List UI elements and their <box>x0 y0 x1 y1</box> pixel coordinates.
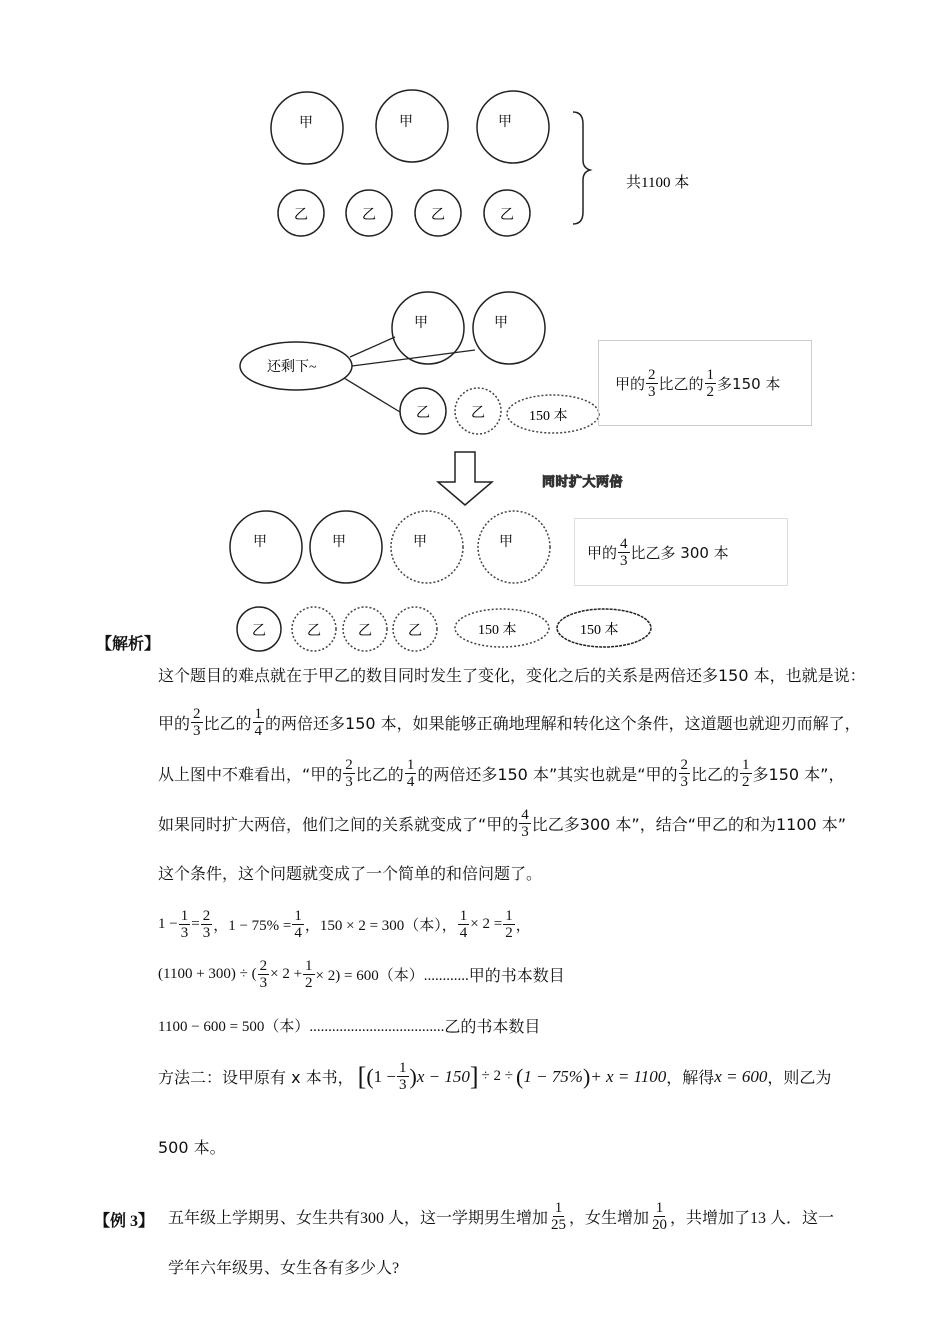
yi-circle <box>484 190 530 236</box>
book150-ellipse <box>455 609 549 647</box>
relation-box-2 <box>574 518 788 586</box>
yi-circle-dotted <box>292 607 336 651</box>
box-suffix: 比乙多 300 本 <box>630 543 729 562</box>
yi-label: 乙 <box>362 208 376 223</box>
yi-label: 乙 <box>408 624 422 639</box>
yi-label: 乙 <box>416 406 430 421</box>
example-3-line-1: 五年级上学期男、女生共有300 人，这一学期男生增加 $\frac{1}{25}$ ，女生增加 $\frac{1}{20}$ ，共增加了13 人．这一 <box>168 1200 835 1233</box>
yi-label: 乙 <box>252 624 266 639</box>
book150-ellipse <box>507 395 599 433</box>
box-suffix: 多150 本 <box>717 374 781 393</box>
jia-circle-dotted <box>391 511 463 583</box>
jia-label: 甲 <box>253 535 267 550</box>
fraction-1-2: $\frac{1}{2}$ <box>706 366 715 400</box>
yi-circle-dotted <box>455 388 501 434</box>
relation-box-1 <box>598 340 812 426</box>
jia-circle <box>477 91 549 163</box>
yi-circle <box>400 388 446 434</box>
remaining-label: 还剩下~ <box>267 360 317 375</box>
analysis-line-1: 这个题目的难点就在于甲乙的数目同时发生了变化，变化之后的关系是两倍还多150 本，也就是说： <box>158 666 866 685</box>
jia-circle <box>310 511 382 583</box>
connector-line <box>344 378 400 412</box>
analysis-line-2: 甲的 $\frac{2}{3}$ 比乙的 $\frac{1}{4}$ 的两倍还多150 本，如果能够正确地理解和转化这个条件，这道题也就迎刃而解了， <box>158 706 861 739</box>
jia-label: 甲 <box>498 115 512 130</box>
example-3-line-2: 学年六年级男、女生各有多少人? <box>168 1260 400 1277</box>
jia-label: 甲 <box>332 535 346 550</box>
down-arrow <box>430 450 500 510</box>
yi-label: 乙 <box>307 624 321 639</box>
method-2-line: 方法二：设甲原有 x 本书， [ ( 1 − $\frac{1}{3}$ ) x − 150 ] ÷ 2 ÷ ( 1 − 75% ) + x = 1100 ，解得 x = 600 ，则乙为 <box>158 1060 832 1093</box>
analysis-line-3: 从上图中不难看出，“甲的 $\frac{2}{3}$ 比乙的 $\frac{1}{4}$ 的两倍还多150 本”其实也就是“甲的 $\frac{2}{3}$ 比乙的 $\frac{1}{2}$ 多150 本”， <box>158 757 845 790</box>
calc-line-1: 1 − $\frac{1}{3}$ = $\frac{2}{3}$ ，1 − 75% = $\frac{1}{4}$ ，150 × 2 = 300（本）， $\frac{1}{4}$ × 2 = $\frac{1}{2}$ ， <box>158 908 531 941</box>
yi-circle-dotted <box>393 607 437 651</box>
calc-line-2: (1100 + 300) ÷ ( $\frac{2}{3}$ × 2 + $\frac{1}{2}$ × 2) = 600（本）............ 甲的书本数目 <box>158 958 565 991</box>
fraction-4-3: $\frac{4}{3}$ <box>620 535 628 569</box>
connector-line <box>350 337 395 357</box>
jia-circle <box>473 292 545 364</box>
analysis-heading: 【解析】 <box>96 634 161 653</box>
yi-label: 乙 <box>294 208 308 223</box>
yi-label: 乙 <box>500 208 514 223</box>
jia-circle <box>392 292 464 364</box>
yi-label: 乙 <box>358 624 372 639</box>
calc-line-3: 1100 − 600 = 500（本）.................................... 乙的书本数目 <box>158 1017 541 1036</box>
yi-circle <box>237 607 281 651</box>
diagram-1 <box>0 0 950 260</box>
analysis-line-5: 这个条件，这个问题就变成了一个简单的和倍问题了。 <box>158 864 543 883</box>
jia-label: 甲 <box>399 115 413 130</box>
jia-circle-dotted <box>478 511 550 583</box>
fraction-2-3: $\frac{2}{3}$ <box>648 366 656 400</box>
right-brace <box>573 112 590 224</box>
connector-line <box>352 350 475 366</box>
jia-circle <box>376 90 448 162</box>
yi-circle-dotted <box>343 607 387 651</box>
total-label: 共1100 本 <box>626 175 690 191</box>
arrow-label: 同时扩大两倍 <box>542 475 624 490</box>
yi-circle <box>415 190 461 236</box>
box-mid: 比乙的 <box>658 374 704 393</box>
yi-circle <box>278 190 324 236</box>
yi-circle <box>346 190 392 236</box>
box-prefix: 甲的 <box>615 374 646 393</box>
method-2-end: 500 本。 <box>158 1138 226 1157</box>
box-prefix: 甲的 <box>587 543 618 562</box>
jia-label: 甲 <box>494 316 508 331</box>
jia-circle <box>271 92 343 164</box>
jia-label: 甲 <box>413 535 427 550</box>
analysis-line-4: 如果同时扩大两倍，他们之间的关系就变成了“甲的 $\frac{4}{3}$ 比乙多300 本”，结合“甲乙的和为1100 本” <box>158 807 847 840</box>
book150-label: 150 本 <box>529 409 568 424</box>
jia-label: 甲 <box>499 535 513 550</box>
yi-label: 乙 <box>471 406 485 421</box>
yi-label: 乙 <box>431 208 445 223</box>
book150-ellipse <box>557 609 651 647</box>
jia-circle <box>230 511 302 583</box>
jia-label: 甲 <box>299 116 313 131</box>
jia-label: 甲 <box>414 316 428 331</box>
example-3-label: 【例 3】 <box>94 1213 155 1230</box>
book150-label: 150 本 <box>478 623 517 638</box>
book150-label: 150 本 <box>580 623 619 638</box>
